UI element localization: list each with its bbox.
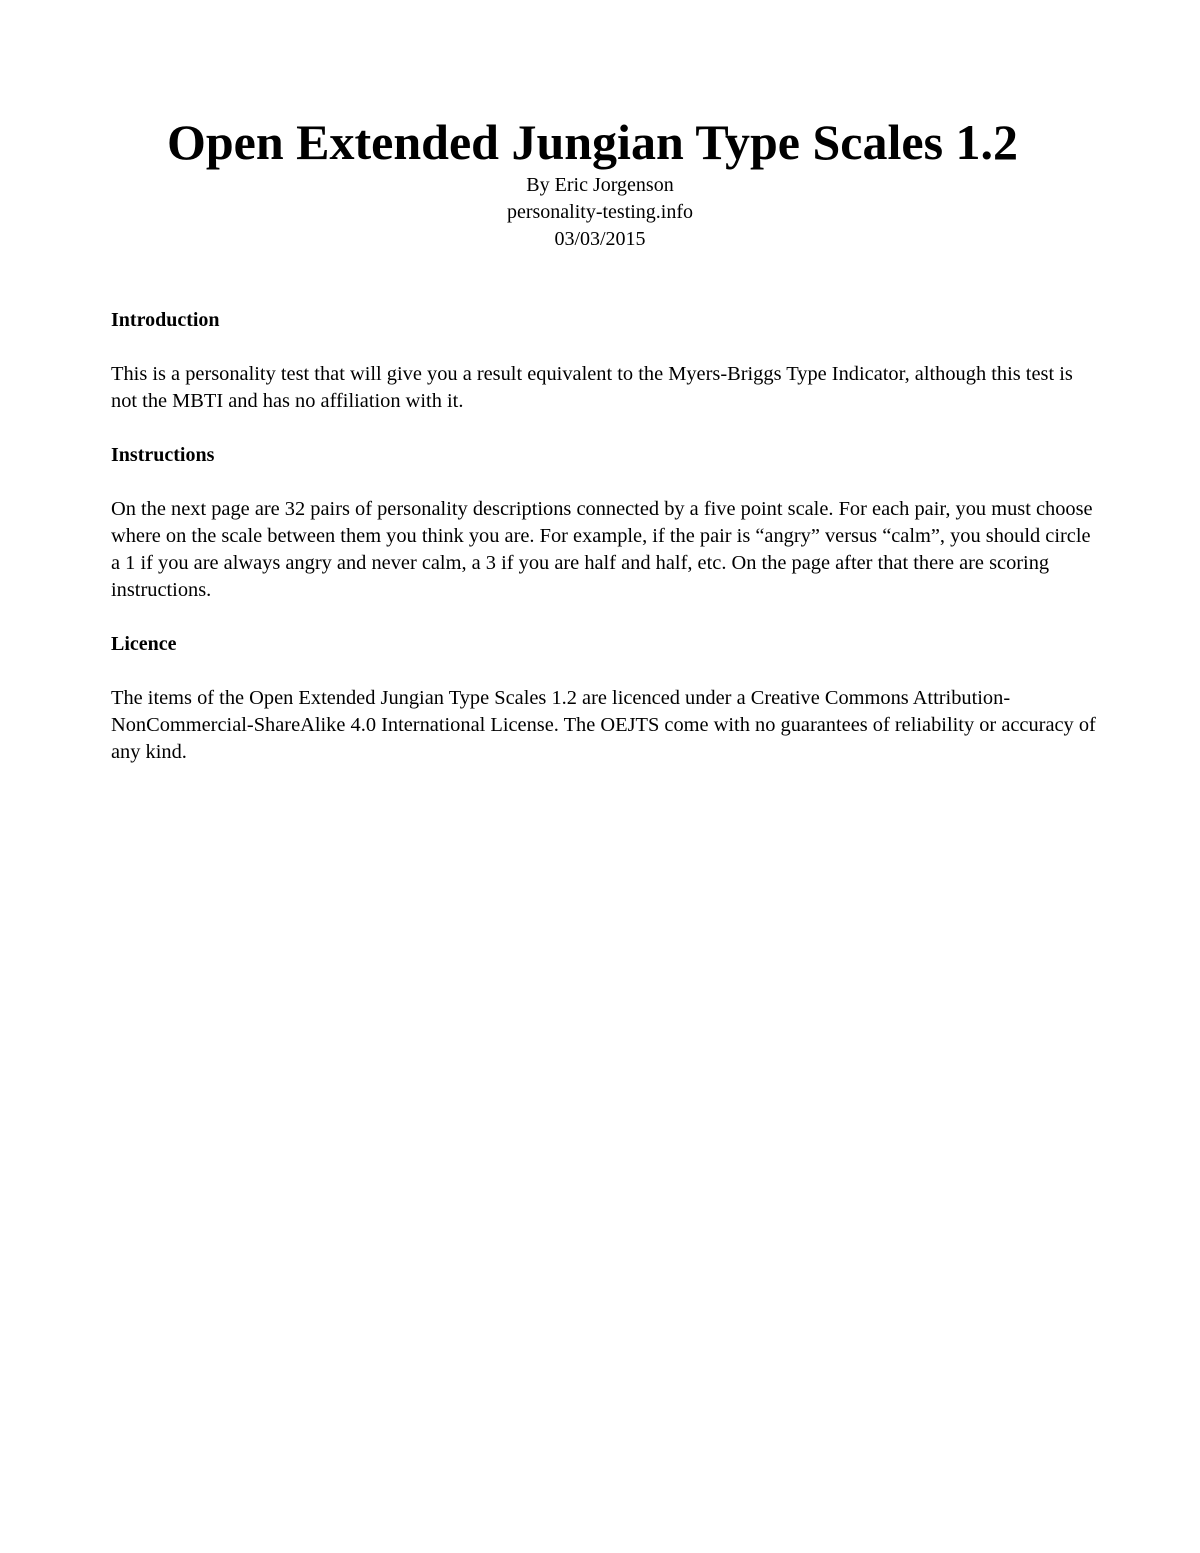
date-line: 03/03/2015 <box>554 228 646 250</box>
document-title: Open Extended Jungian Type Scales 1.2 <box>166 114 1019 170</box>
licence-paragraph: The items of the Open Extended Jungian Type Scales 1.2 are licenced under a Creative Commons Attribution-NonCommercial-ShareAlike 4.0 International License. The OEJTS come with no guarantees of reliability or accuracy of any kind. <box>111 687 1096 763</box>
licence-heading: Licence <box>111 633 177 655</box>
author-line: By Eric Jorgenson <box>526 174 674 196</box>
introduction-paragraph: This is a personality test that will give you a result equivalent to the Myers-Briggs Type Indicator, although this test is not the MBTI and has no affiliation with it. <box>111 363 1073 412</box>
introduction-heading: Introduction <box>111 309 220 331</box>
website-line: personality-testing.info <box>506 201 694 223</box>
instructions-paragraph: On the next page are 32 pairs of personality descriptions connected by a five point scale. For each pair, you must choose where on the scale between them you think you are. For example, if the pair is “angry” versus “calm”, you should circle a 1 if you are always angry and never calm, a 3 if you are half and half, etc. On the page after that there are scoring instructions. <box>111 498 1093 601</box>
instructions-heading: Instructions <box>111 444 215 466</box>
